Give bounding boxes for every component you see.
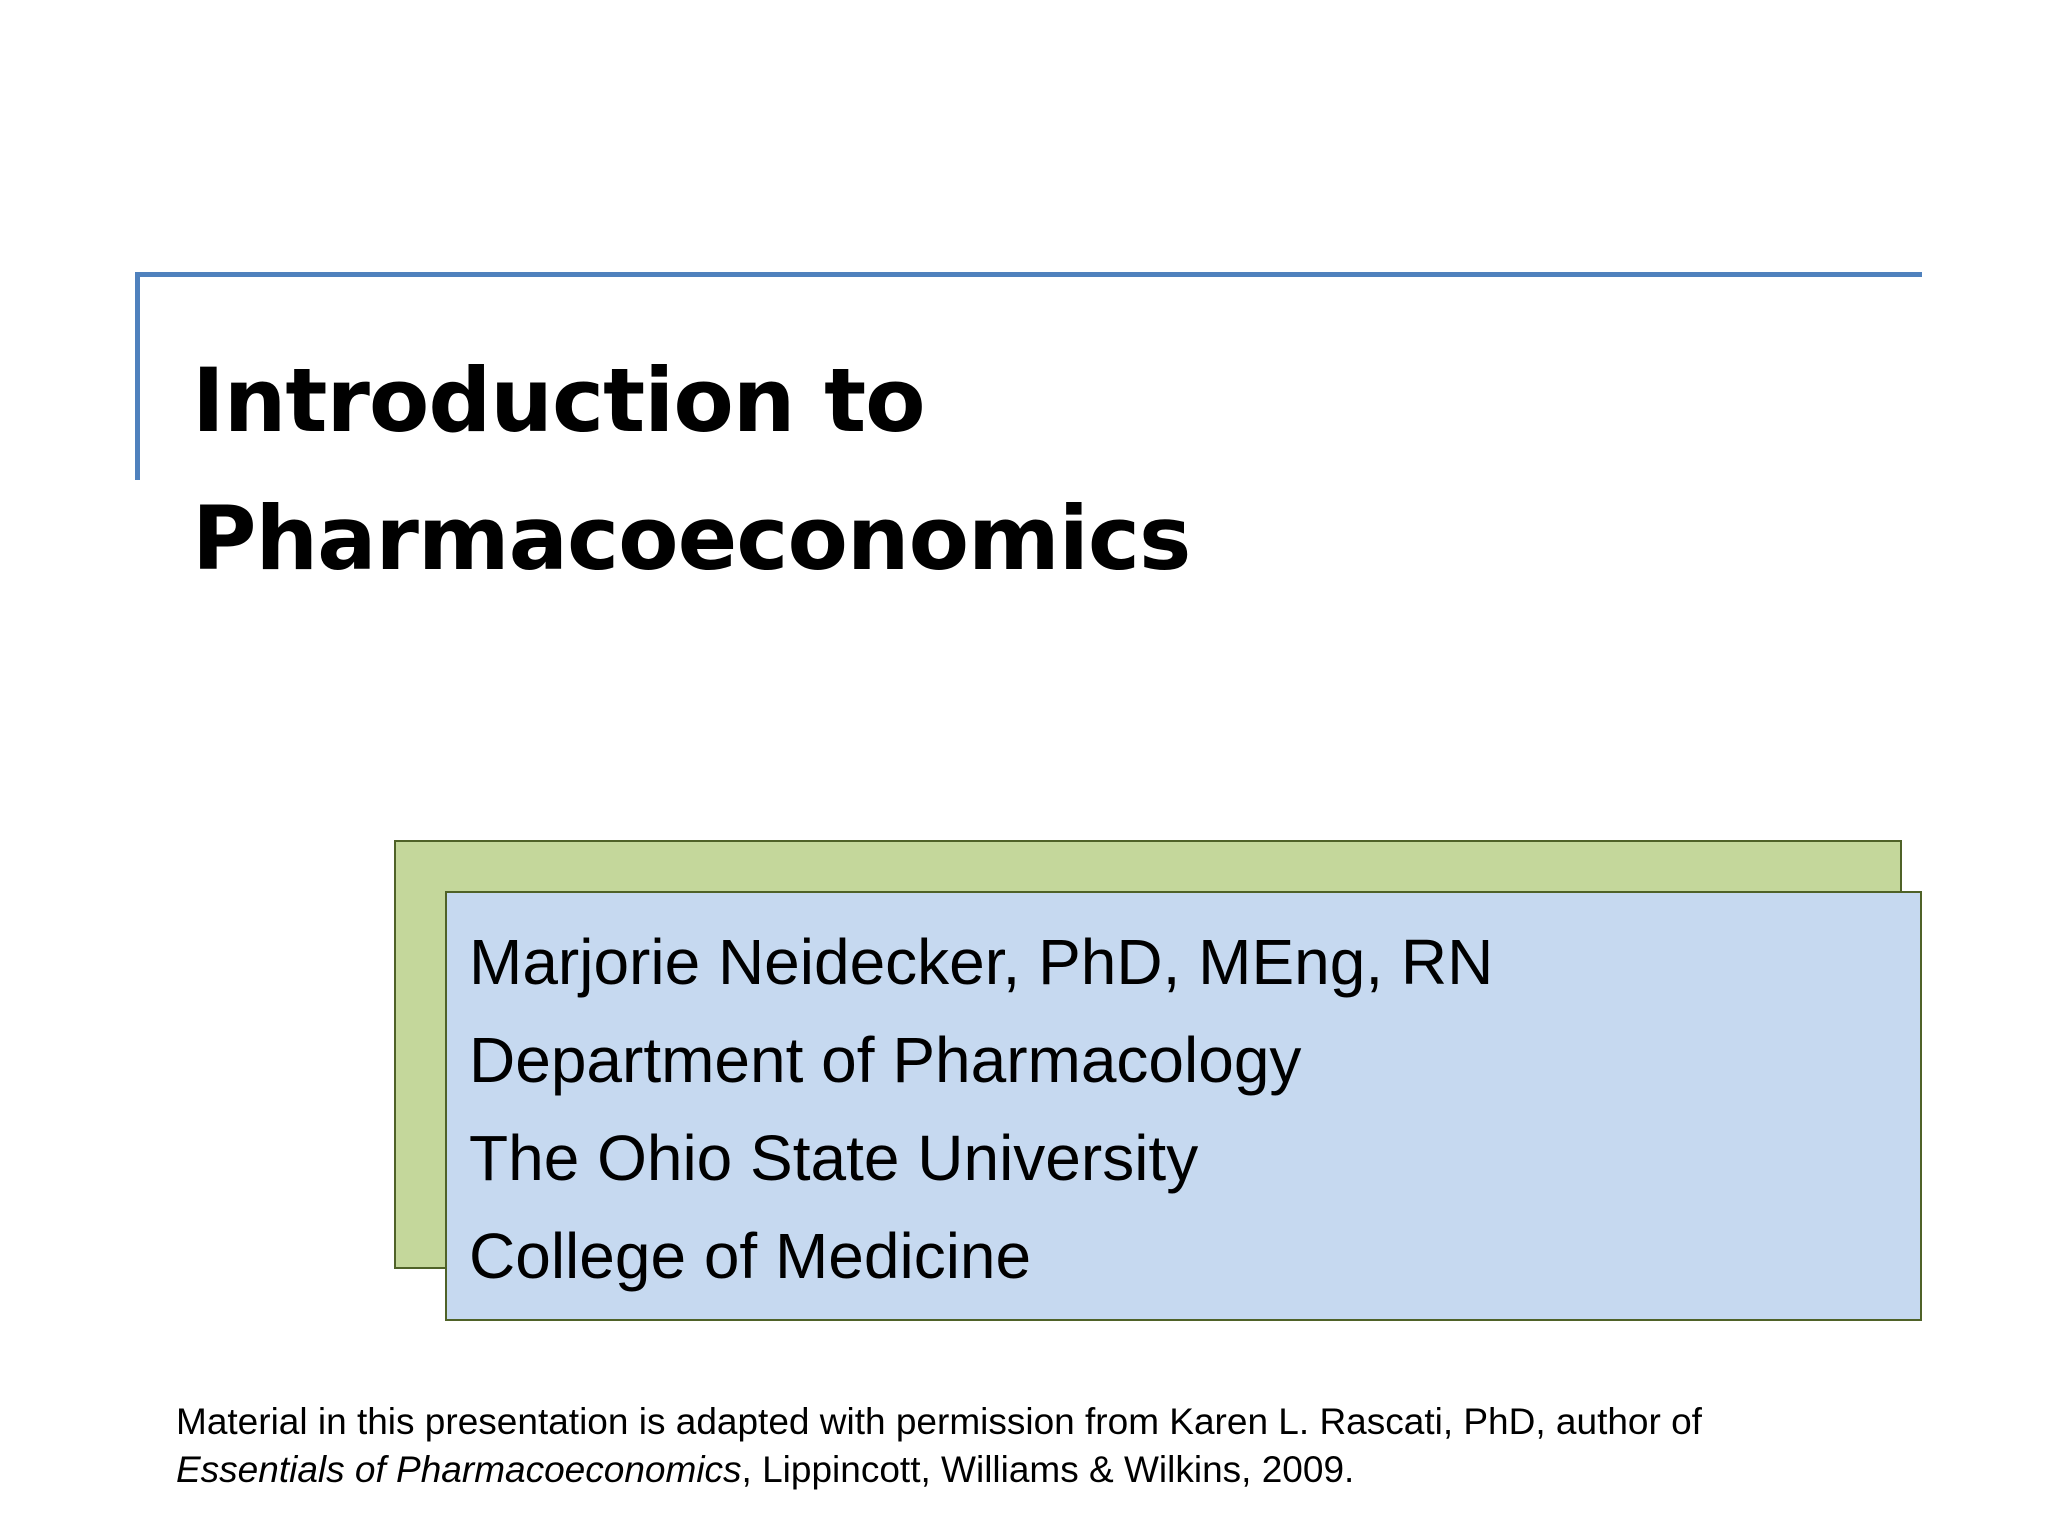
title-accent-rule-top (135, 272, 1922, 277)
slide-title (192, 332, 1792, 608)
title-accent-rule-left (135, 272, 140, 480)
attribution-publisher: , Lippincott, Williams & Wilkins, 2009. (741, 1449, 1355, 1490)
attribution-line-1: Material in this presentation is adapted with permission from Karen L. Rascati, PhD, author of (176, 1401, 1702, 1442)
presenter-university: The Ohio State University (469, 1122, 1199, 1194)
presenter-department: Department of Pharmacology (469, 1024, 1302, 1096)
attribution-line-2 (176, 1446, 1976, 1494)
presenter-name: Marjorie Neidecker, PhD, MEng, RN (469, 926, 1494, 998)
attribution-note (176, 1398, 1976, 1494)
presenter-info-box (445, 891, 1922, 1321)
slide-title-line-2: Pharmacoeconomics (192, 487, 1191, 590)
attribution-book-title: Essentials of Pharmacoeconomics (176, 1449, 742, 1490)
slide-title-line-1: Introduction to (192, 349, 925, 452)
presenter-college: College of Medicine (469, 1220, 1032, 1292)
